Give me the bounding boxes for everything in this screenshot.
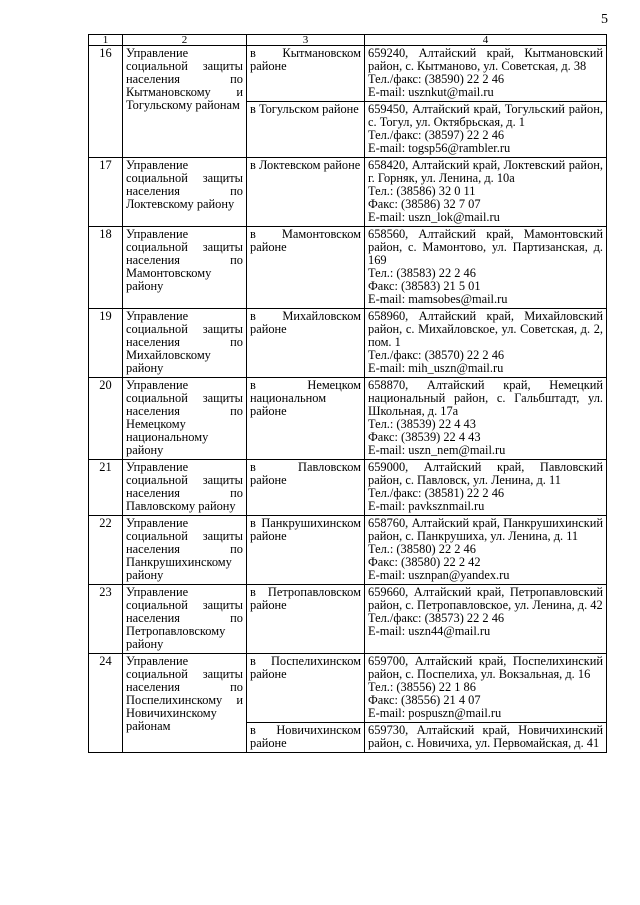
postal-address: 659660, Алтайский край, Петропавловский район, с. Петропавловское, ул. Ленина, д. 42	[368, 585, 603, 612]
contact-details	[365, 227, 607, 309]
page-number: 5	[601, 12, 608, 27]
district-name: в Тогульском районе	[247, 102, 365, 158]
table-row	[89, 516, 607, 585]
contact-details	[365, 516, 607, 585]
phone-fax: Тел.: (38586) 32 0 11	[368, 184, 476, 198]
table-row	[89, 309, 607, 378]
postal-address: 658560, Алтайский край, Мамонтовский район, с. Мамонтово, ул. Партизанская, д. 169	[368, 227, 603, 267]
phone-fax: Факс: (38586) 32 7 07	[368, 197, 481, 211]
postal-address: 659700, Алтайский край, Поспелихинский район, с. Поспелиха, ул. Вокзальная, д. 16	[368, 654, 603, 681]
social-protection-offices-table	[88, 34, 607, 753]
organization-name: Управление социальной защиты населения по Михайловскому району	[123, 309, 247, 378]
district-name: в Михайловском районе	[247, 309, 365, 378]
email-address: E-mail: togsp56@rambler.ru	[368, 141, 511, 155]
phone-fax: Факс: (38580) 22 2 42	[368, 555, 481, 569]
table-row	[89, 460, 607, 516]
organization-name: Управление социальной защиты населения по Панкрушихинскому району	[123, 516, 247, 585]
table-header-row	[89, 35, 607, 46]
table-row	[89, 585, 607, 654]
postal-address: 658960, Алтайский край, Михайловский район, с. Михайловское, ул. Советская, д. 2, пом. 1	[368, 309, 603, 349]
contact-details	[365, 102, 607, 158]
row-number: 17	[89, 158, 123, 227]
postal-address: 659730, Алтайский край, Новичихинский район, с. Новичиха, ул. Первомайская, д. 41	[368, 723, 603, 750]
phone-fax: Факс: (38583) 21 5 01	[368, 279, 481, 293]
row-number: 22	[89, 516, 123, 585]
email-address: E-mail: uszn_lok@mail.ru	[368, 210, 500, 224]
row-number: 23	[89, 585, 123, 654]
organization-name: Управление социальной защиты населения по Поспелихинскому и Новичихинскому районам	[123, 654, 247, 753]
row-number: 21	[89, 460, 123, 516]
phone-fax: Факс: (38556) 21 4 07	[368, 693, 481, 707]
table-row	[89, 378, 607, 460]
phone-fax: Факс: (38539) 22 4 43	[368, 430, 481, 444]
email-address: E-mail: pospuszn@mail.ru	[368, 706, 502, 720]
phone-fax: Тел.: (38539) 22 4 43	[368, 417, 476, 431]
table-row	[89, 46, 607, 102]
district-name: в Мамонтовском районе	[247, 227, 365, 309]
row-number: 18	[89, 227, 123, 309]
phone-fax: Тел.: (38556) 22 1 86	[368, 680, 476, 694]
district-name: в Панкрушихинском районе	[247, 516, 365, 585]
phone-fax: Тел./факс: (38590) 22 2 46	[368, 72, 505, 86]
phone-fax: Тел./факс: (38570) 22 2 46	[368, 348, 505, 362]
table-row	[89, 227, 607, 309]
district-name: в Кытмановском районе	[247, 46, 365, 102]
postal-address: 659240, Алтайский край, Кытмановский район, с. Кытманово, ул. Советская, д. 38	[368, 46, 603, 73]
email-address: E-mail: mamsobes@mail.ru	[368, 292, 508, 306]
phone-fax: Тел./факс: (38581) 22 2 46	[368, 486, 505, 500]
postal-address: 659000, Алтайский край, Павловский район, с. Павловск, ул. Ленина, д. 11	[368, 460, 603, 487]
organization-name: Управление социальной защиты населения по Кытмановскому и Тогульскому районам	[123, 46, 247, 158]
email-address: E-mail: uszn_nem@mail.ru	[368, 443, 506, 457]
phone-fax: Тел./факс: (38573) 22 2 46	[368, 611, 505, 625]
table-row	[89, 158, 607, 227]
phone-fax: Тел./факс: (38597) 22 2 46	[368, 128, 505, 142]
row-number: 16	[89, 46, 123, 158]
organization-name: Управление социальной защиты населения по Мамонтовскому району	[123, 227, 247, 309]
column-header: 3	[247, 35, 365, 46]
district-name: в Поспелихинском районе	[247, 654, 365, 723]
contact-details	[365, 309, 607, 378]
phone-fax: Тел.: (38580) 22 2 46	[368, 542, 476, 556]
email-address: E-mail: pavksznmail.ru	[368, 499, 485, 513]
table-row	[89, 654, 607, 723]
postal-address: 658420, Алтайский край, Локтевский район, г. Горняк, ул. Ленина, д. 10а	[368, 158, 603, 185]
organization-name: Управление социальной защиты населения по Немецкому национальному району	[123, 378, 247, 460]
column-header: 4	[365, 35, 607, 46]
contact-details	[365, 158, 607, 227]
email-address: E-mail: usznpan@yandex.ru	[368, 568, 510, 582]
organization-name: Управление социальной защиты населения по Петропавловскому району	[123, 585, 247, 654]
row-number: 20	[89, 378, 123, 460]
district-name: в Немецком национальном районе	[247, 378, 365, 460]
postal-address: 659450, Алтайский край, Тогульский район, с. Тогул, ул. Октябрьская, д. 1	[368, 102, 603, 129]
email-address: E-mail: mih_uszn@mail.ru	[368, 361, 504, 375]
contact-details	[365, 378, 607, 460]
column-header: 2	[123, 35, 247, 46]
district-name: в Локтевском районе	[247, 158, 365, 227]
district-name: в Павловском районе	[247, 460, 365, 516]
postal-address: 658870, Алтайский край, Немецкий национальный район, с. Гальбштадт, ул. Школьная, д. 17а	[368, 378, 603, 418]
contact-details	[365, 585, 607, 654]
phone-fax: Тел.: (38583) 22 2 46	[368, 266, 476, 280]
row-number: 19	[89, 309, 123, 378]
district-name: в Новичихинском районе	[247, 723, 365, 753]
row-number: 24	[89, 654, 123, 753]
contact-details	[365, 460, 607, 516]
contact-details	[365, 723, 607, 753]
email-address: E-mail: uszn44@mail.ru	[368, 624, 491, 638]
organization-name: Управление социальной защиты населения по Павловскому району	[123, 460, 247, 516]
column-header: 1	[89, 35, 123, 46]
table-body	[89, 46, 607, 753]
postal-address: 658760, Алтайский край, Панкрушихинский район, с. Панкрушиха, ул. Ленина, д. 11	[368, 516, 603, 543]
email-address: E-mail: usznkut@mail.ru	[368, 85, 494, 99]
contact-details	[365, 654, 607, 723]
organization-name: Управление социальной защиты населения по Локтевскому району	[123, 158, 247, 227]
contact-details	[365, 46, 607, 102]
district-name: в Петропавловском районе	[247, 585, 365, 654]
